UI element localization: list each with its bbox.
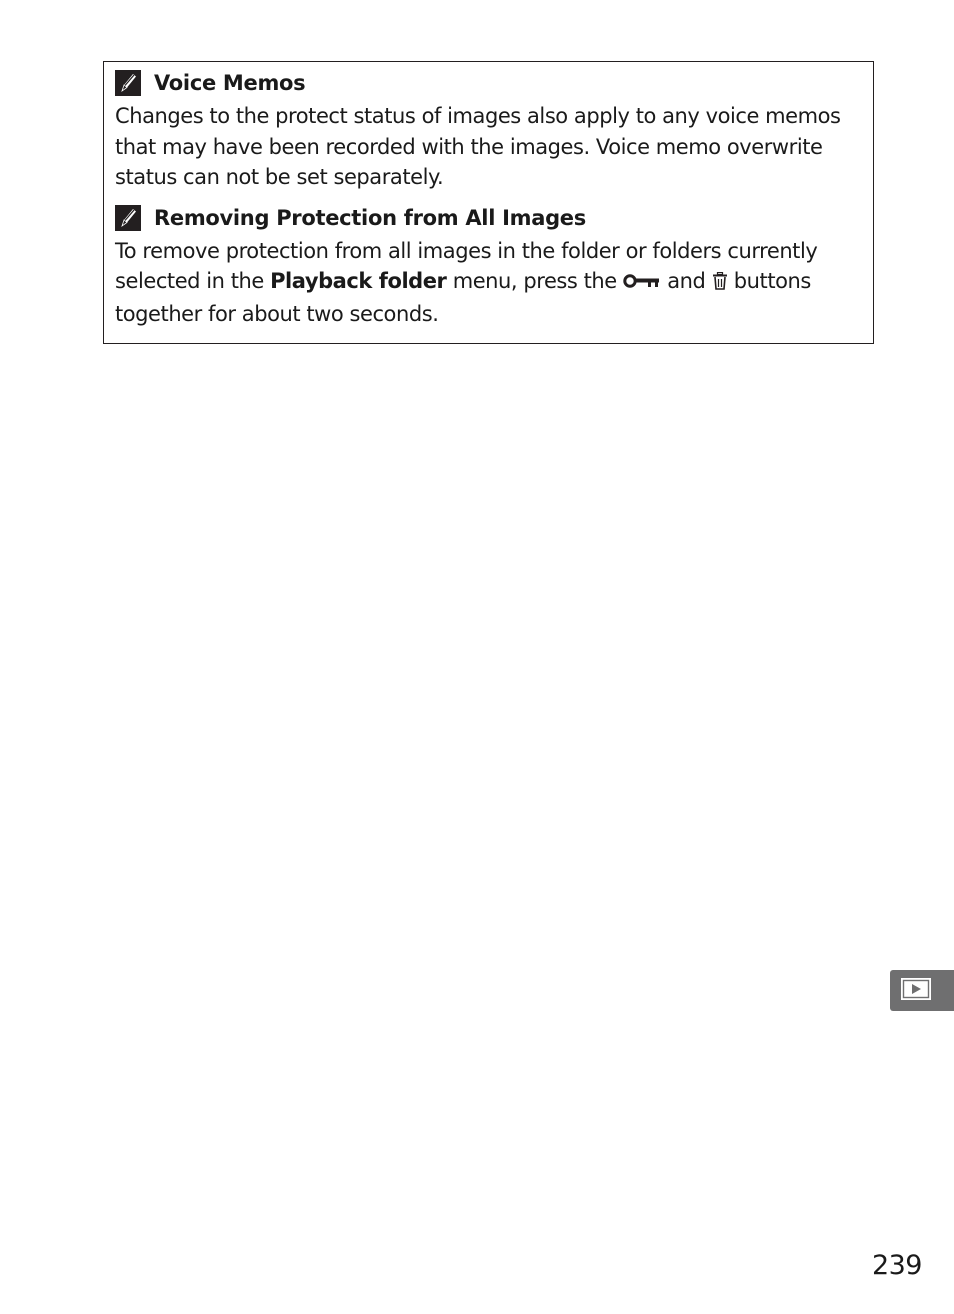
note-voice-memos	[115, 68, 861, 193]
body-text: To remove protection from all images in the folder or folders currently selected in the	[115, 238, 818, 293]
note-heading-text: Voice Memos	[154, 71, 306, 95]
note-heading	[115, 68, 861, 98]
note-box	[103, 61, 874, 344]
playback-section-tab	[890, 970, 954, 1011]
playback-icon	[900, 977, 932, 1005]
page-number: 239	[871, 1250, 922, 1281]
body-text: menu, press the	[446, 269, 623, 293]
protect-key-icon	[623, 268, 661, 299]
note-body	[115, 236, 861, 330]
note-heading-text: Removing Protection from All Images	[154, 205, 586, 230]
pencil-note-icon	[115, 70, 141, 96]
note-heading	[115, 203, 861, 233]
pencil-note-icon	[115, 205, 141, 231]
body-text: buttons together for about two seconds.	[115, 269, 811, 326]
body-text: and	[660, 269, 712, 293]
trash-icon	[712, 268, 728, 299]
note-body: Changes to the protect status of images also apply to any voice memos that may have been recorded with the images. Voice memo overwrite status can not be set separately.	[115, 104, 841, 189]
menu-name: Playback folder	[270, 269, 447, 293]
note-removing-protection	[115, 203, 861, 330]
